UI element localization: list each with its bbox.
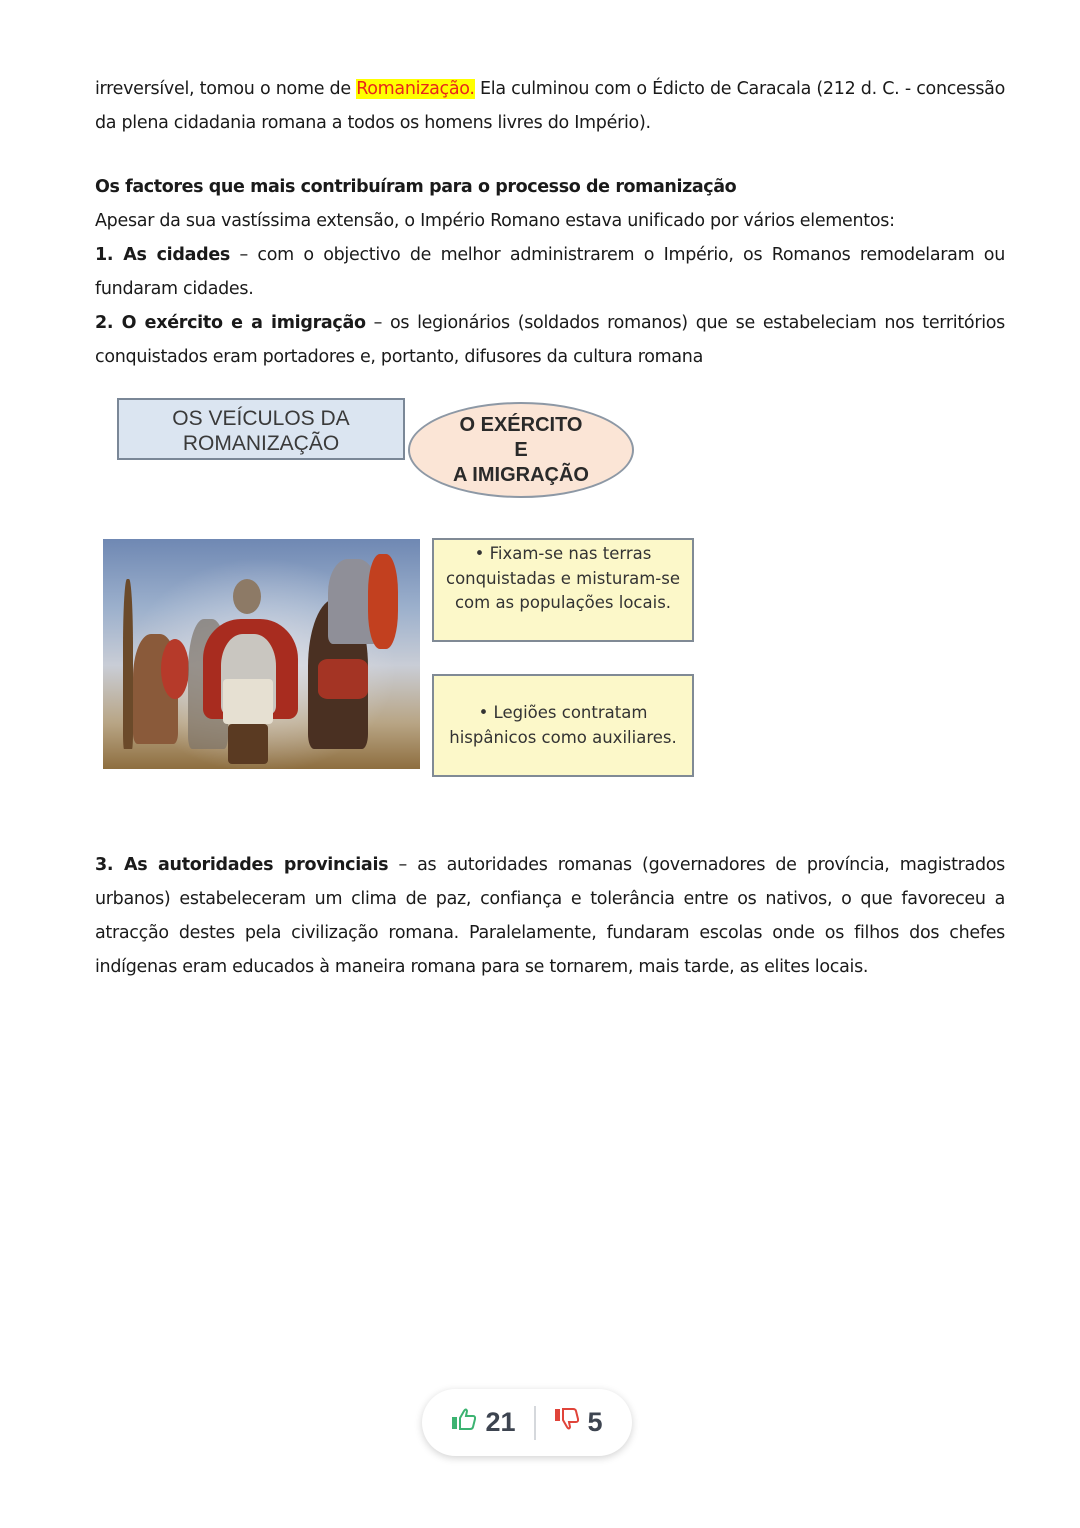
section-heading: Os factores que mais contribuíram para o processo de romanização bbox=[95, 177, 737, 197]
diagram-ellipse bbox=[408, 402, 634, 498]
roman-soldiers-image bbox=[103, 539, 420, 769]
document-body bbox=[95, 72, 1005, 374]
list-item-cities bbox=[95, 238, 1005, 306]
ellipse-line: E bbox=[514, 439, 528, 461]
intro-text-continued: Ela culminou com o Édicto de Caracala (212 d. C. - concessão da plena cidadania romana a todos os homens livres do Império). bbox=[95, 79, 1005, 133]
intro-text: irreversível, tomou o nome de bbox=[95, 79, 357, 99]
list-item-army bbox=[95, 306, 1005, 374]
intro-paragraph bbox=[95, 72, 1005, 140]
vote-bar bbox=[422, 1389, 632, 1456]
ellipse-line: A IMIGRAÇÃO bbox=[453, 464, 589, 486]
item-title: 2. O exército e a imigração bbox=[95, 313, 366, 333]
vote-divider bbox=[534, 1406, 536, 1440]
thumbs-down-icon bbox=[554, 1407, 580, 1438]
highlighted-term: Romanização. bbox=[356, 79, 475, 99]
item-text: – com o objectivo de melhor administrarem o Império, os Romanos remodelaram ou fundaram cidades. bbox=[95, 245, 1006, 299]
info-box-auxiliaries: • Legiões contratam hispânicos como auxiliares. bbox=[432, 674, 694, 777]
diagram-title-line: ROMANIZAÇÃO bbox=[182, 432, 340, 455]
list-item-authorities bbox=[95, 848, 1005, 984]
section-lead: Apesar da sua vastíssima extensão, o Império Romano estava unificado por vários elementos: bbox=[95, 211, 895, 231]
list-item-authorities-wrapper bbox=[95, 848, 1005, 984]
item-title: 1. As cidades bbox=[95, 245, 231, 265]
thumbs-up-icon bbox=[451, 1407, 477, 1438]
info-box-settlement: • Fixam-se nas terras conquistadas e misturam-se com as populações locais. bbox=[432, 538, 694, 642]
item-title: 3. As autoridades provinciais bbox=[95, 855, 389, 875]
ellipse-line: O EXÉRCITO bbox=[459, 414, 583, 436]
upvote-button[interactable] bbox=[451, 1407, 515, 1438]
diagram-title-box bbox=[117, 398, 405, 460]
item-text: – os legionários (soldados romanos) que se estabeleciam nos territórios conquistados eram portadores e, portanto, difusores da cultura romana bbox=[95, 313, 1005, 367]
downvote-button[interactable] bbox=[554, 1407, 603, 1438]
upvote-count: 21 bbox=[485, 1407, 516, 1437]
diagram-title-line: OS VEÍCULOS DA bbox=[172, 407, 350, 430]
item-text: – as autoridades romanas (governadores de província, magistrados urbanos) estabeleceram um clima de paz, confiança e tolerância entre os nativos, o que favoreceu a atracção destes pela civilização romana. Paralelamente, fundaram escolas onde os filhos dos chefes indígenas eram educados à maneira romana para se tornarem, mais tarde, as elites locais. bbox=[95, 855, 1005, 977]
downvote-count: 5 bbox=[587, 1407, 603, 1437]
